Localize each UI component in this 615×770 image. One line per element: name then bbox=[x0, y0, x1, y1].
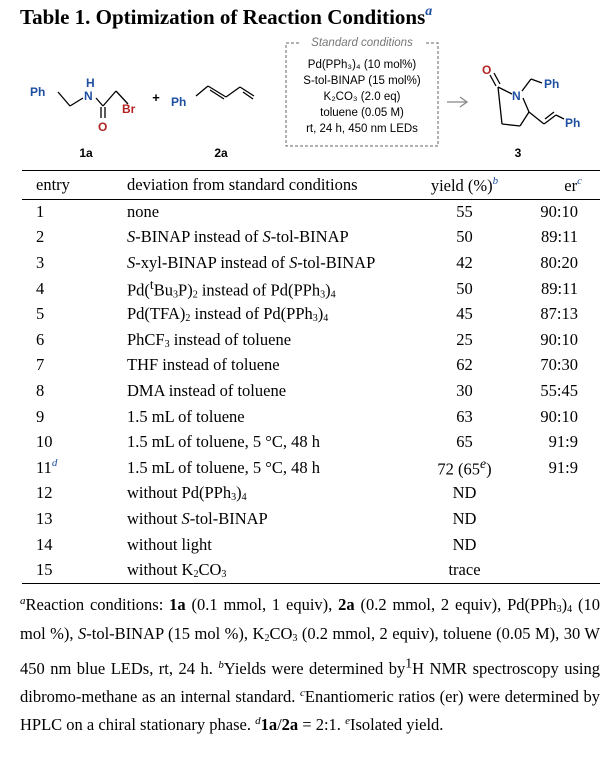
atom-ph: Ph bbox=[171, 95, 187, 109]
condition-line-2: S-tol-BINAP (15 mol%) bbox=[303, 75, 421, 87]
cell-deviation: DMA instead of toluene bbox=[127, 380, 287, 400]
cell-entry: 9 bbox=[36, 406, 45, 426]
header-er-mark: c bbox=[577, 174, 582, 187]
cell-entry: 5 bbox=[36, 304, 45, 324]
table-title-text: Table 1. Optimization of Reaction Conditions bbox=[20, 5, 426, 29]
cell-entry: 3 bbox=[36, 252, 45, 272]
header-yield-text: yield (%) bbox=[430, 175, 493, 195]
cell-entry: 1 bbox=[36, 201, 45, 221]
cell-entry: 4 bbox=[36, 278, 45, 298]
cell-entry: 11$^d$ bbox=[36, 457, 58, 478]
atom-br: Br bbox=[122, 102, 136, 116]
footnote-text bbox=[20, 589, 600, 737]
cell-entry: 13 bbox=[36, 508, 53, 528]
cell-yield: 63 bbox=[456, 406, 473, 426]
cell-entry: 7 bbox=[36, 355, 45, 375]
table-row bbox=[22, 225, 600, 251]
cell-er: 90:10 bbox=[540, 406, 578, 426]
table-footnotes bbox=[20, 589, 600, 737]
cell-er bbox=[512, 481, 600, 507]
cell-yield: 50 bbox=[456, 227, 473, 247]
atom-o: O bbox=[482, 63, 492, 77]
footnote-mark: a bbox=[20, 595, 26, 607]
table-row bbox=[22, 455, 600, 481]
table-bottom-rule bbox=[22, 583, 600, 584]
reactant-2a-structure bbox=[196, 86, 254, 99]
cell-deviation: none bbox=[127, 201, 160, 221]
cell-er: 89:11 bbox=[541, 227, 578, 247]
header-er-text: er bbox=[564, 175, 578, 195]
table-row bbox=[22, 557, 600, 583]
reactant-1a-structure bbox=[58, 91, 128, 118]
cell-er: 87:13 bbox=[540, 304, 578, 324]
cell-yield: 65 bbox=[456, 432, 473, 452]
cell-entry: 8 bbox=[36, 380, 45, 400]
cell-entry: 14 bbox=[36, 534, 53, 554]
optimization-table bbox=[22, 171, 600, 583]
reaction-arrow bbox=[447, 97, 467, 107]
condition-line-3: K₂CO₃ (2.0 eq) bbox=[323, 91, 401, 103]
cell-yield: 55 bbox=[456, 201, 473, 221]
cell-deviation: S-BINAP instead of S-tol-BINAP bbox=[127, 227, 349, 247]
cell-yield: 72 (65e) bbox=[437, 455, 492, 479]
cell-deviation: 1.5 mL of toluene, 5 °C, 48 h bbox=[127, 457, 320, 477]
cell-deviation: 1.5 mL of toluene, 5 °C, 48 h bbox=[127, 432, 320, 452]
cell-er bbox=[512, 506, 600, 532]
atom-o: O bbox=[98, 120, 108, 134]
cell-yield: 30 bbox=[456, 380, 473, 400]
table-row bbox=[22, 532, 600, 558]
table-row bbox=[22, 250, 600, 276]
cell-deviation: $Pd(TFA)_2$ instead of $Pd(PPh_3)_4$ bbox=[127, 304, 329, 325]
cell-yield: ND bbox=[452, 483, 477, 503]
table-header-row bbox=[22, 171, 600, 199]
conditions-header: Standard conditions bbox=[311, 37, 413, 49]
table-row bbox=[22, 506, 600, 532]
table-row bbox=[22, 327, 600, 353]
label-3: 3 bbox=[514, 146, 522, 160]
cell-deviation: S-xyl-BINAP instead of S-tol-BINAP bbox=[127, 252, 376, 272]
cell-er: 90:10 bbox=[540, 201, 578, 221]
table-title-footnote-mark: a bbox=[425, 4, 433, 19]
cell-entry: 10 bbox=[36, 432, 53, 452]
table-row bbox=[22, 481, 600, 507]
cell-yield: ND bbox=[452, 508, 477, 528]
plus-sign: + bbox=[152, 90, 160, 105]
cell-deviation: PhCF$_3$ instead of toluene bbox=[127, 329, 292, 350]
cell-yield: 50 bbox=[456, 278, 473, 298]
cell-deviation: $Pd(^tBu_3P)_2$ instead of $Pd(PPh_3)_4$ bbox=[127, 276, 336, 301]
table-row bbox=[22, 353, 600, 379]
table-row bbox=[22, 404, 600, 430]
cell-yield: trace bbox=[448, 560, 481, 580]
cell-er: 80:20 bbox=[540, 252, 578, 272]
label-2a: 2a bbox=[214, 146, 228, 160]
table-row bbox=[22, 429, 600, 455]
cell-entry: 2 bbox=[36, 227, 45, 247]
header-entry: entry bbox=[36, 175, 70, 194]
cell-entry: 15 bbox=[36, 560, 53, 580]
cell-deviation: without S-tol-BINAP bbox=[127, 508, 268, 528]
reaction-scheme bbox=[0, 32, 615, 170]
atom-ph: Ph bbox=[565, 116, 581, 130]
table-row bbox=[22, 301, 600, 327]
cell-deviation: 1.5 mL of toluene bbox=[127, 406, 245, 426]
cell-er: 89:11 bbox=[541, 278, 578, 298]
condition-line-5: rt, 24 h, 450 nm LEDs bbox=[306, 123, 418, 135]
cell-yield: 62 bbox=[456, 355, 473, 375]
atom-n: N bbox=[84, 89, 93, 103]
cell-er: 70:30 bbox=[540, 355, 578, 375]
cell-yield: 45 bbox=[456, 304, 473, 324]
header-er bbox=[512, 171, 600, 199]
header-yield bbox=[417, 171, 512, 199]
label-1a: 1a bbox=[79, 146, 93, 160]
table-title bbox=[20, 4, 432, 30]
cell-er: 91:9 bbox=[548, 432, 578, 452]
table-row bbox=[22, 378, 600, 404]
cell-deviation: without light bbox=[127, 534, 212, 554]
atom-h: H bbox=[86, 76, 95, 90]
cell-er bbox=[512, 557, 600, 583]
footnote-body: Reaction conditions: 1a (0.1 mmol, 1 equiv), 2a (0.2 mmol, 2 equiv), $Pd(PPh_3)_4$ (10 mol %), S-tol-BINAP (15 mol %), $K_2CO_3$ (0.2 mmol, 2 equiv), toluene (0.05 M), 30 W 450 nm blue LEDs, rt, 24 h. $^b$Yields were determined $by^1H$ NMR spectroscopy using dibromo-methane as an internal standard. $^c$Enantiomeric ratios (er) were determined by HPLC on a chiral stationary phase. $^d$1a/2a = 2:1. $^e$Isolated yield. bbox=[20, 595, 601, 734]
cell-yield: 42 bbox=[456, 252, 473, 272]
cell-deviation: without $Pd(PPh_3)_4$ bbox=[127, 483, 247, 504]
atom-n: N bbox=[512, 89, 521, 103]
header-yield-mark: b bbox=[492, 174, 499, 187]
table-row bbox=[22, 276, 600, 302]
cell-er: 91:9 bbox=[548, 457, 578, 477]
cell-er bbox=[512, 532, 600, 558]
cell-deviation: without $K_2CO_3$ bbox=[127, 560, 227, 581]
atom-ph: Ph bbox=[30, 85, 46, 99]
cell-entry: 6 bbox=[36, 329, 45, 349]
cell-yield: 25 bbox=[456, 329, 473, 349]
cell-yield: ND bbox=[452, 534, 477, 554]
atom-ph: Ph bbox=[544, 77, 560, 91]
cell-er: 90:10 bbox=[540, 329, 578, 349]
cell-entry: 12 bbox=[36, 483, 53, 503]
cell-er: 55:45 bbox=[540, 380, 578, 400]
header-deviation: deviation from standard conditions bbox=[127, 175, 358, 194]
condition-line-1: Pd(PPh₃)₄ (10 mol%) bbox=[307, 59, 417, 71]
condition-line-4: toluene (0.05 M) bbox=[320, 107, 404, 119]
cell-deviation: THF instead of toluene bbox=[127, 355, 280, 375]
table-row bbox=[22, 199, 600, 225]
